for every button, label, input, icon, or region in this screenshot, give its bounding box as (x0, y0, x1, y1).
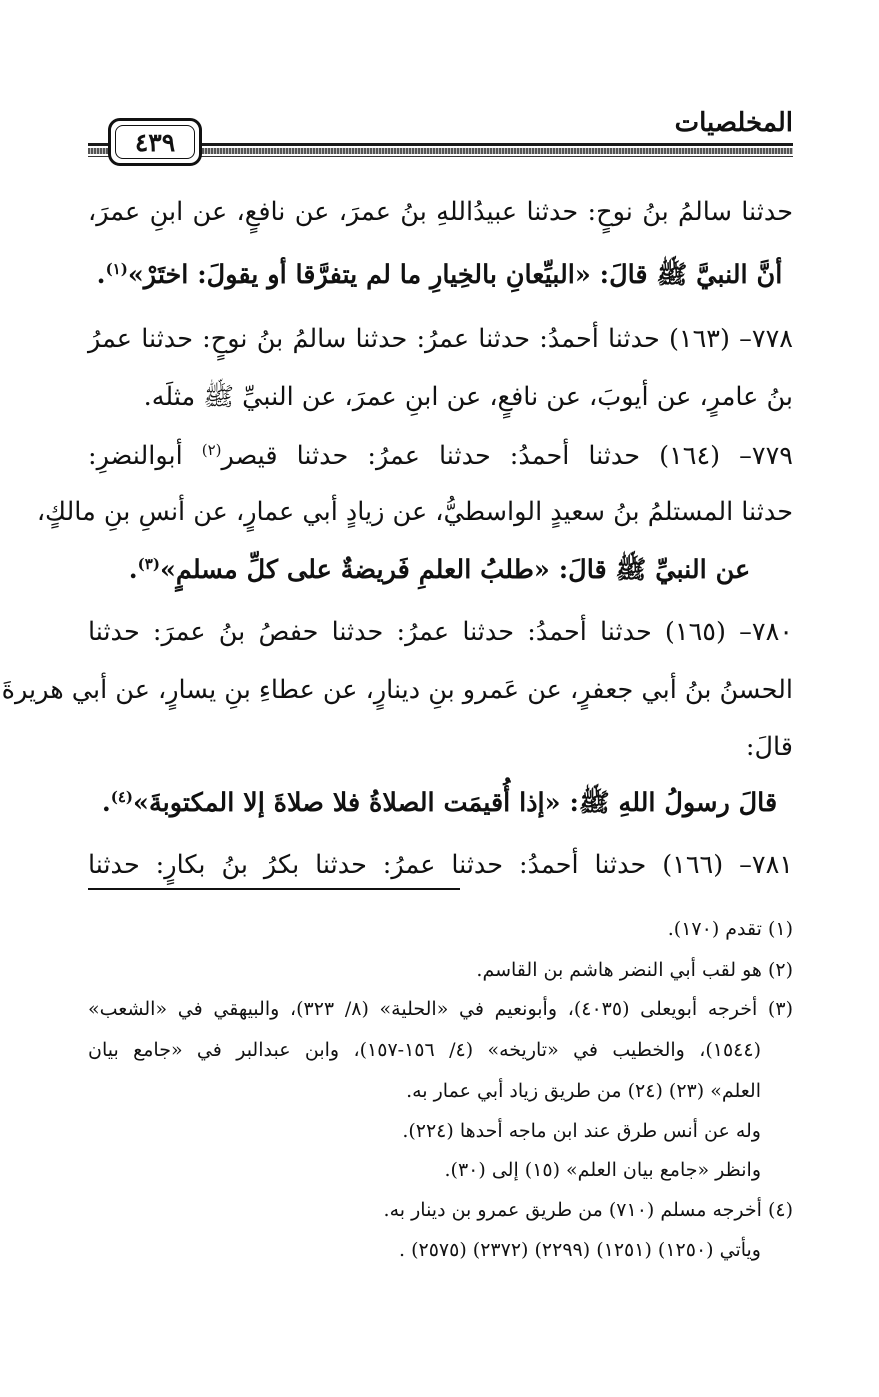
footnote-2: (٢) هو لقب أبي النضر هاشم بن القاسم. (476, 959, 793, 981)
hadith-778-line-2: بنُ عامرٍ، عن أيوبَ، عن نافعٍ، عن ابنِ عمرَ، عن النبيِّ ﷺ مثلَه. (143, 382, 793, 412)
footnote-3-line-1: (٣) أخرجه أبويعلى (٤٠٣٥)، وأبونعيم في «الحلية» (٨/ ٣٢٣)، والبيهقي في «الشعب» (88, 998, 793, 1020)
quote-end: . (96, 260, 106, 290)
text-line-1: حدثنا سالمُ بنُ نوحٍ: حدثنا عبيدُاللهِ بنُ عمرَ، عن نافعٍ، عن ابنِ عمرَ، (88, 197, 793, 227)
hadith-779-line-2: حدثنا المستلمُ بنُ سعيدٍ الواسطيُّ، عن زيادٍ أبي عمارٍ، عن أنسِ بنِ مالكٍ، (36, 497, 793, 527)
page-number: ٤٣٩ (134, 127, 176, 157)
hadith-780-line-3: قالَ: (745, 732, 793, 762)
footnote-3-line-3: العلم» (٢٣) (٢٤) من طريق زياد أبي عمار به. (406, 1080, 761, 1102)
footnote-ref-2: (٢) (201, 441, 222, 459)
hadith-781-line-1: ٧٨١– (١٦٦) حدثنا أحمدُ: حدثنا عمرُ: حدثنا بكرُ بنُ بكارٍ: حدثنا (88, 850, 793, 880)
hadith-quote-3 (0, 790, 879, 817)
quote-text: أنَّ النبيَّ ﷺ قالَ: «البيِّعانِ بالخِيارِ ما لم يتفرَّقا أو يقولَ: اختَرْ» (127, 260, 783, 290)
hadith-779-line-1 (88, 443, 793, 470)
footnote-ref-3: (٣) (137, 555, 160, 573)
footnote-4-line-2: ويأتي (١٢٥٠) (١٢٥١) (٢٢٩٩) (٢٣٧٢) (٢٥٧٥) . (399, 1239, 761, 1261)
footnote-3-line-2: (١٥٤٤)، والخطيب في «تاريخه» (٤/ ١٥٦-١٥٧)، وابن عبدالبر في «جامع بيان (88, 1039, 761, 1061)
hadith-778-line-1: ٧٧٨– (١٦٣) حدثنا أحمدُ: حدثنا عمرُ: حدثنا سالمُ بنُ نوحٍ: حدثنا عمرُ (88, 324, 793, 354)
quote-text: عن النبيِّ ﷺ قالَ: «طلبُ العلمِ فَريضةٌ على كلِّ مسلمٍ» (159, 555, 751, 585)
footnote-4-line-1: (٤) أخرجه مسلم (٧١٠) من طريق عمرو بن دينار به. (383, 1199, 793, 1221)
footnote-ref-4: (٤) (110, 788, 134, 806)
hadith-779-text: ٧٧٩– (١٦٤) حدثنا أحمدُ: حدثنا عمرُ: حدثنا قيصر (221, 441, 793, 471)
running-title: المخلصيات (674, 108, 793, 138)
hadith-quote-2 (0, 557, 879, 584)
hadith-780-line-1: ٧٨٠– (١٦٥) حدثنا أحمدُ: حدثنا عمرُ: حدثنا حفصُ بنُ عمرَ: حدثنا (88, 617, 793, 647)
hadith-780-line-2: الحسنُ بنُ أبي جعفرٍ، عن عَمرو بنِ دينارٍ، عن عطاءِ بنِ يسارٍ، عن أبي هريرةَ (1, 675, 793, 705)
footnote-3-line-5: وانظر «جامع بيان العلم» (١٥) إلى (٣٠). (444, 1159, 761, 1181)
page-number-frame (108, 118, 202, 166)
hadith-quote-1 (0, 262, 879, 289)
footnote-ref-1: (١) (105, 260, 128, 278)
footnote-1: (١) تقدم (١٧٠). (667, 918, 793, 940)
quote-end: . (128, 555, 138, 585)
quote-end: . (101, 788, 111, 818)
hadith-779-text-end: أبوالنضرِ: (88, 441, 202, 471)
quote-text: قالَ رسولُ اللهِ ﷺ: «إذا أُقيمَت الصلاةُ فلا صلاةَ إلا المكتوبةَ» (133, 788, 778, 818)
footnote-separator (88, 888, 460, 890)
footnote-3-line-4: وله عن أنس طرق عند ابن ماجه أحدها (٢٢٤). (402, 1120, 761, 1142)
